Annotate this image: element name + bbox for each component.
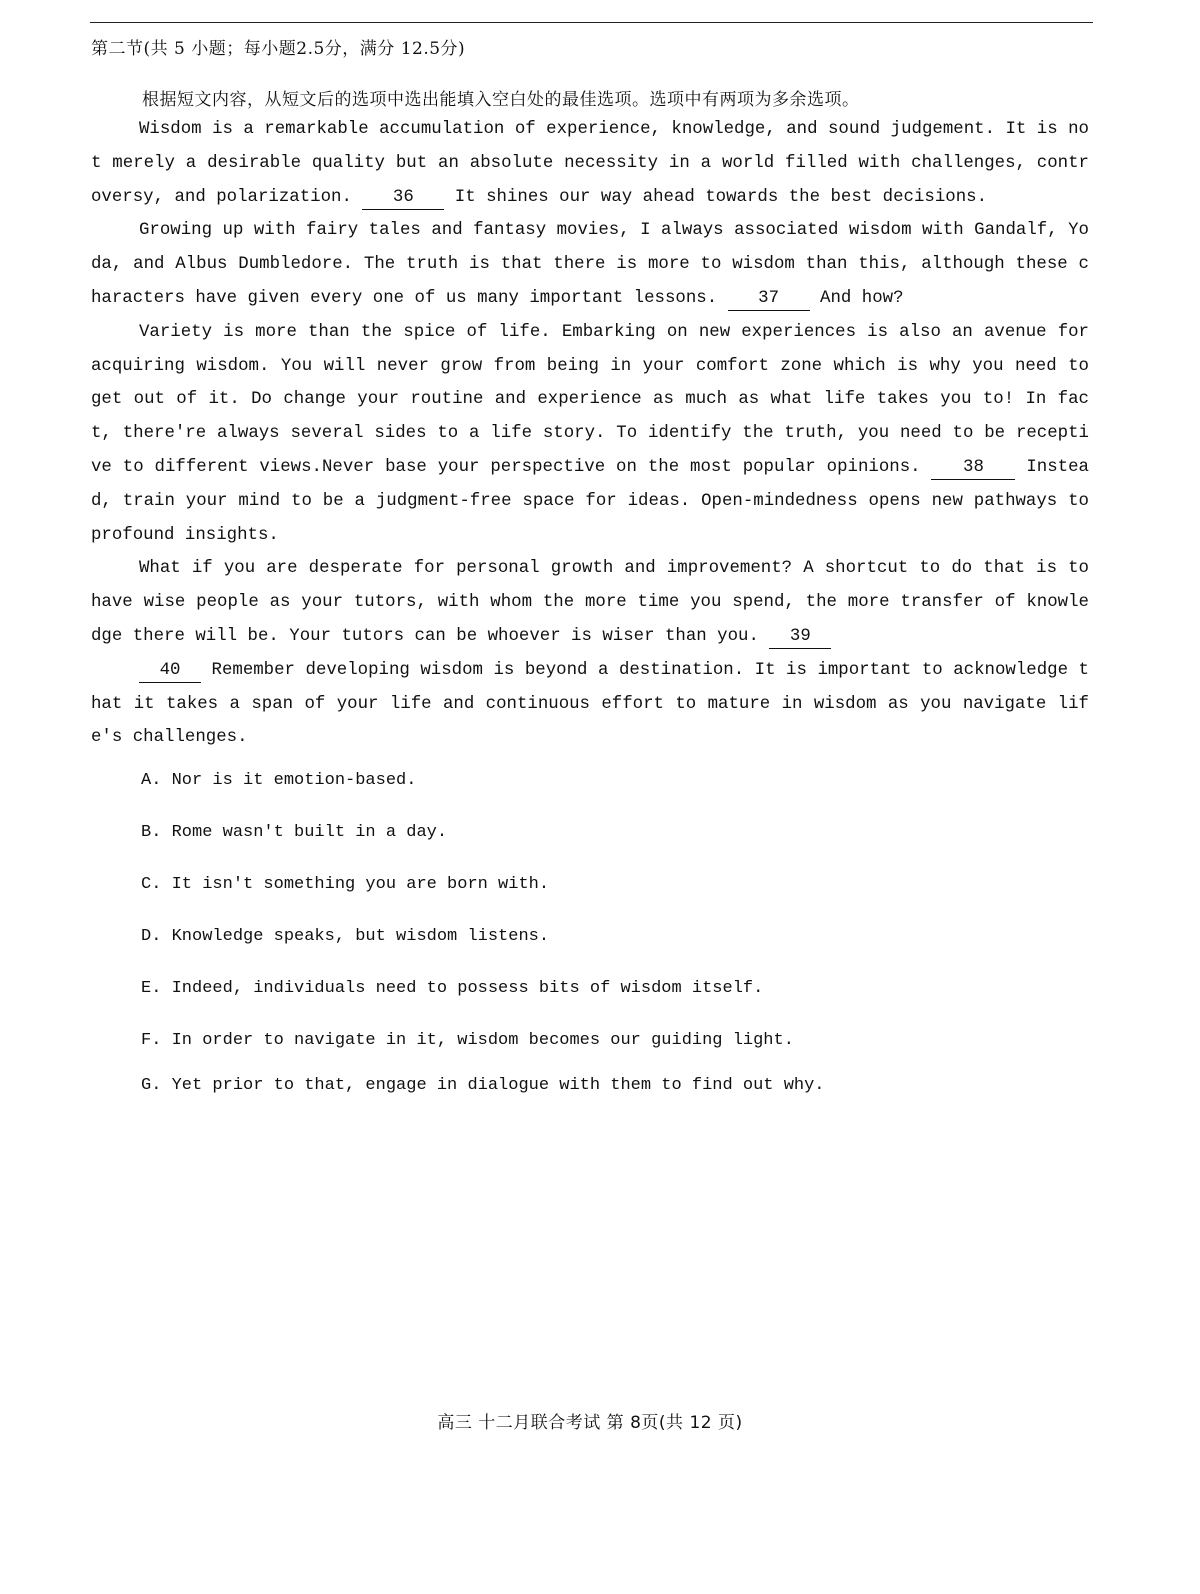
paragraph-3 bbox=[91, 316, 1089, 553]
paragraph-3-text-a: Variety is more than the spice of life. Embarking on new experiences is also an avenue for acquiring wisdom. You will never grow from being in your comfort zone which is why you need to get out of it. Do change your routine and experience as much as what life takes you to! In fact, there're always several sides to a life story. To identify the truth, you need to be receptive to different views.Never base your perspective on the most popular opinions. bbox=[91, 322, 1089, 477]
page-footer: 高三 十二月联合考试 第 8页(共 12 页) bbox=[437, 1413, 743, 1433]
option-c: C. It isn't something you are born with. bbox=[141, 875, 550, 894]
paragraph-1 bbox=[91, 113, 1089, 214]
paragraph-5 bbox=[91, 654, 1089, 755]
option-b: B. Rome wasn't built in a day. bbox=[141, 823, 448, 842]
paragraph-4 bbox=[91, 552, 1089, 653]
paragraph-2 bbox=[91, 214, 1089, 315]
top-rule bbox=[90, 22, 1093, 23]
paragraph-2-text-a: Growing up with fairy tales and fantasy movies, I always associated wisdom with Gandalf, Yoda, and Albus Dumbledore. The truth is that there is more to wisdom than this, although these characters have given every one of us many important lessons. bbox=[91, 221, 1089, 308]
section-title: 第二节(共 5 小题；每小题2.5分，满分 12.5分) bbox=[91, 39, 466, 59]
blank-38: 38 bbox=[931, 457, 1015, 480]
blank-37: 37 bbox=[728, 288, 810, 311]
option-d: D. Knowledge speaks, but wisdom listens. bbox=[141, 927, 550, 946]
blank-39: 39 bbox=[769, 626, 831, 649]
option-g: G. Yet prior to that, engage in dialogue with them to find out why. bbox=[141, 1076, 825, 1095]
option-a: A. Nor is it emotion-based. bbox=[141, 771, 417, 790]
options-list bbox=[141, 770, 825, 1097]
paragraph-1-text-b: It shines our way ahead towards the best decisions. bbox=[444, 187, 988, 207]
blank-36: 36 bbox=[362, 187, 444, 210]
option-f: F. In order to navigate in it, wisdom becomes our guiding light. bbox=[141, 1031, 794, 1050]
paragraph-4-text-a: What if you are desperate for personal growth and improvement? A shortcut to do that is to have wise people as your tutors, with whom the more time you spend, the more transfer of knowledge there will be. Your tutors can be whoever is wiser than you. bbox=[91, 559, 1089, 646]
option-e: E. Indeed, individuals need to possess bits of wisdom itself. bbox=[141, 979, 764, 998]
blank-40: 40 bbox=[139, 660, 201, 683]
instructions: 根据短文内容，从短文后的选项中选出能填入空白处的最佳选项。选项中有两项为多余选项。 bbox=[142, 90, 860, 110]
paragraph-3-text-b: Instead, train your mind to be a judgment-free space for ideas. Open-mindedness opens new pathways to profound insights. bbox=[91, 457, 1089, 545]
paragraph-2-text-b: And how? bbox=[809, 288, 904, 308]
passage bbox=[91, 113, 1089, 755]
paragraph-1-text-a: Wisdom is a remarkable accumulation of experience, knowledge, and sound judgement. It is not merely a desirable quality but an absolute necessity in a world filled with challenges, controversy, and polarization. bbox=[91, 120, 1089, 207]
paragraph-5-text-a: Remember developing wisdom is beyond a destination. It is important to acknowledge that it takes a span of your life and continuous effort to mature in wisdom as you navigate life's challenges. bbox=[91, 660, 1089, 748]
